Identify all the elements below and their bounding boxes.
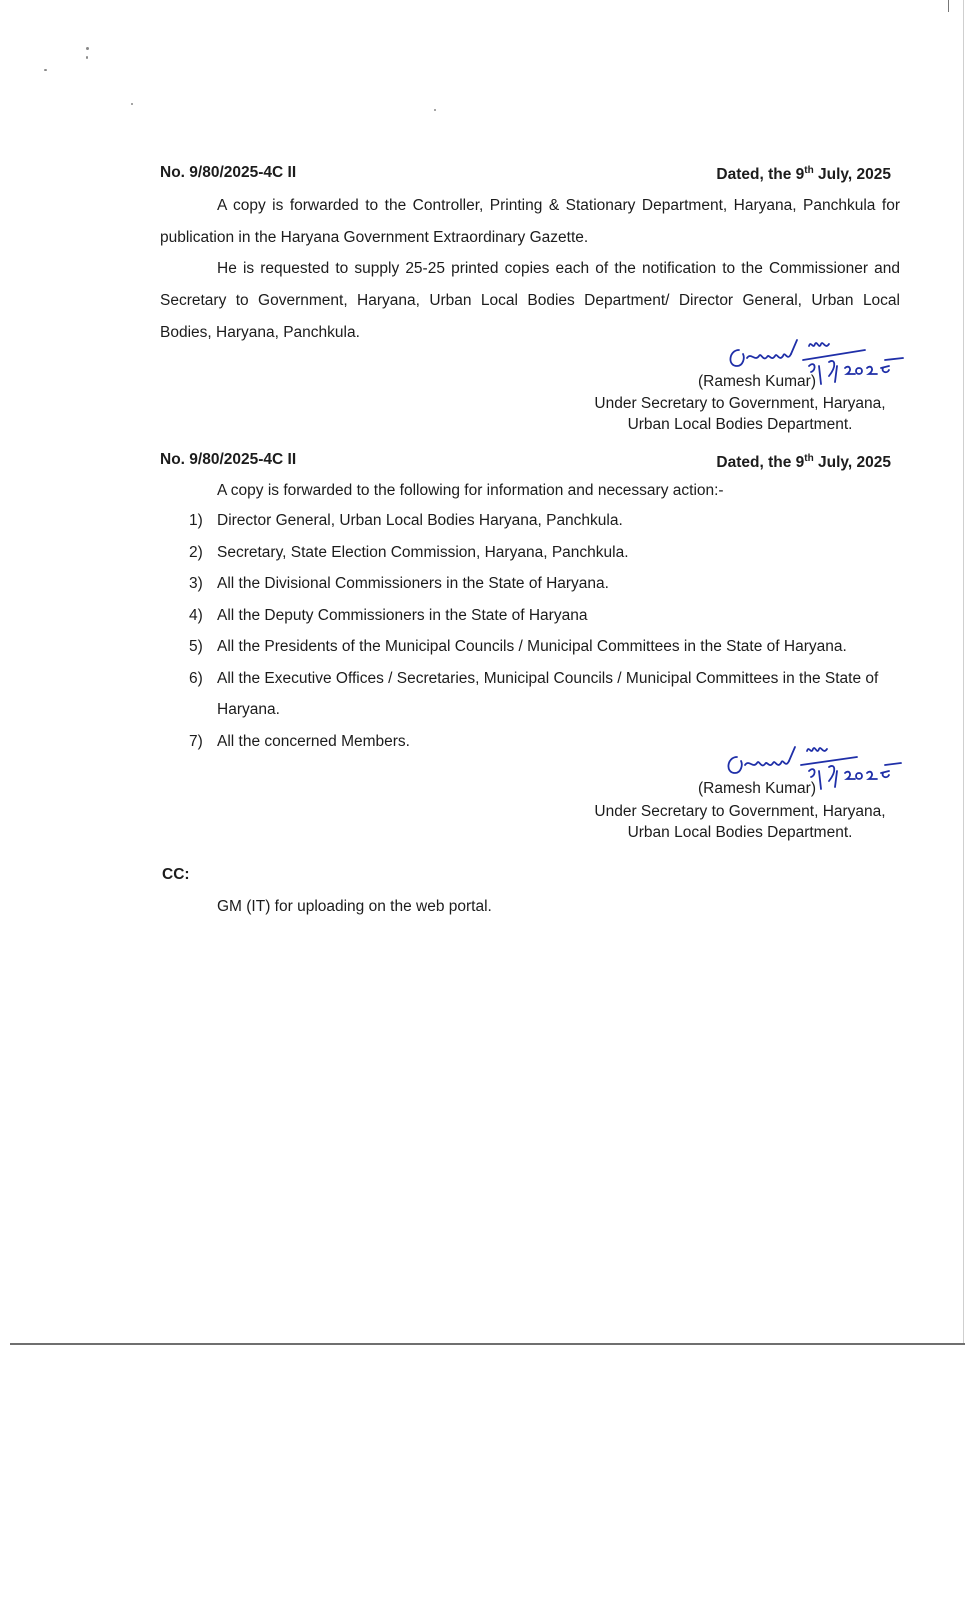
signatory-name: (Ramesh Kumar) (698, 780, 816, 797)
list-item: 4) All the Deputy Commissioners in the State of Haryana (189, 606, 588, 624)
signatory-designation (560, 393, 920, 435)
department-line: Urban Local Bodies Department. (627, 416, 853, 433)
paragraph-forwarding: A copy is forwarded to the Controller, Printing & Stationary Department, Haryana, Panchkula for publication in the Haryana Government Extraordinary Gazette. (160, 197, 900, 246)
cc-text: GM (IT) for uploading on the web portal. (217, 898, 492, 915)
designation-line: Under Secretary to Government, Haryana, (594, 803, 886, 820)
scan-speck (131, 103, 133, 105)
scan-speck (44, 69, 47, 71)
department-line: Urban Local Bodies Department. (627, 824, 853, 841)
list-item: 6) All the Executive Offices / Secretaries, Municipal Councils / Municipal Committees in the State of Haryana. (189, 669, 879, 718)
scan-speck (86, 47, 89, 50)
list-item: 7) All the concerned Members. (189, 732, 410, 750)
dated-line: Dated, the 9th July, 2025 (716, 453, 891, 472)
dated-line: Dated, the 9th July, 2025 (716, 165, 891, 184)
scan-speck (434, 109, 436, 111)
page-edge (10, 1343, 965, 1345)
page-edge (963, 0, 964, 1343)
distribution-list (160, 505, 920, 757)
list-item: 2) Secretary, State Election Commission, Haryana, Panchkula. (189, 543, 629, 561)
list-item: 3) All the Divisional Commissioners in the State of Haryana. (189, 575, 609, 592)
reference-number: No. 9/80/2025-4C II (160, 164, 297, 181)
designation-line: Under Secretary to Government, Haryana, (594, 395, 886, 412)
list-item: 1) Director General, Urban Local Bodies Haryana, Panchkula. (189, 512, 623, 529)
scan-speck (86, 56, 88, 59)
list-item: 5) All the Presidents of the Municipal Councils / Municipal Committees in the State of Haryana. (189, 638, 847, 655)
reference-number: No. 9/80/2025-4C II (160, 451, 297, 468)
cc-label: CC: (162, 866, 190, 883)
distribution-intro: A copy is forwarded to the following for information and necessary action:- (217, 482, 724, 499)
paragraph-request: He is requested to supply 25-25 printed copies each of the notification to the Commissioner and Secretary to Government, Haryana, Urban Local Bodies Department/ Director General, Urban Local Bodies, Haryana, Panchkula. (160, 260, 900, 341)
signatory-name: (Ramesh Kumar) (698, 373, 816, 390)
scan-mark (948, 0, 949, 12)
signatory-designation (560, 801, 920, 843)
